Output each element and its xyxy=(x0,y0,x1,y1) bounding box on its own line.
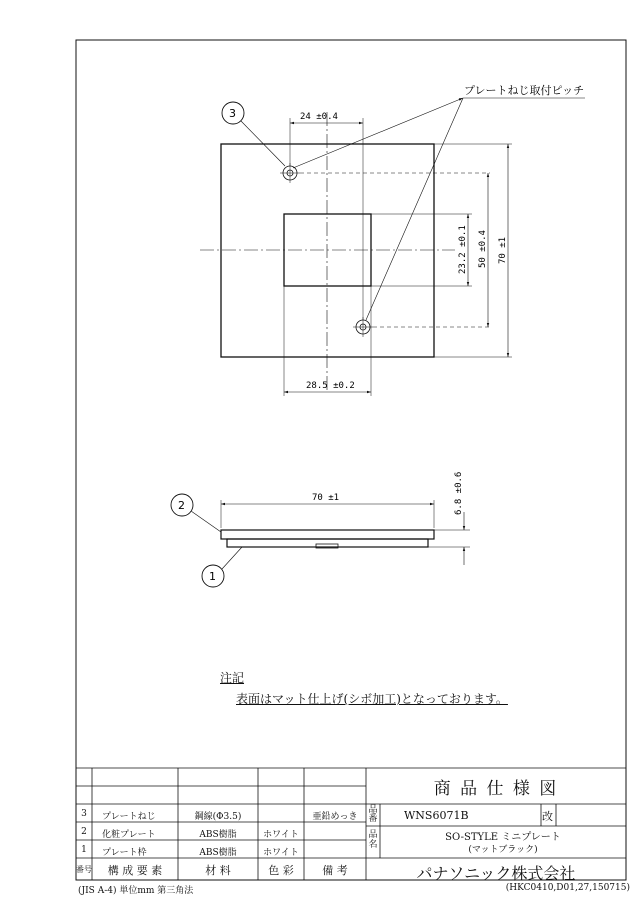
dim-screw-pitch-v-text: 50 ±0.4 xyxy=(478,230,488,268)
parts-row-3-name: プレートねじ xyxy=(102,812,156,822)
product-name-line2: (マットブラック) xyxy=(468,845,538,855)
parts-row-1-name: プレート枠 xyxy=(102,848,147,858)
parts-row-1-material: ABS樹脂 xyxy=(199,848,237,858)
footer-doc-code: (HKC0410,D01,27,150715) xyxy=(505,883,630,893)
dim-thickness-text: 6.8 ±0.6 xyxy=(454,471,464,515)
notes-body: 表面はマット仕上げ(シボ加工)となっております。 xyxy=(236,692,508,706)
parts-header-no: 番号 xyxy=(76,865,92,874)
parts-row-2-name: 化粧プレート xyxy=(102,830,156,840)
parts-row-2-material: ABS樹脂 xyxy=(199,830,237,840)
parts-row-2-color: ホワイト xyxy=(263,830,299,840)
parts-header-name: 構 成 要 素 xyxy=(107,864,163,877)
callout-pitch-label: プレートねじ取付ピッチ xyxy=(464,84,585,97)
dim-screw-pitch-h-text: 24 ±0.4 xyxy=(300,112,338,122)
part-no-label: 品番 xyxy=(368,805,378,824)
balloon-2-label: 2 xyxy=(178,499,185,512)
footer-standard: (JIS A-4) 単位mm 第三角法 xyxy=(78,886,194,896)
parts-row-1-no: 1 xyxy=(81,845,87,855)
dim-opening-w-text: 28.5 ±0.2 xyxy=(306,381,355,391)
company-name: パナソニック株式会社 xyxy=(416,864,576,883)
drawing-title: 商 品 仕 様 図 xyxy=(433,779,559,799)
notes-title: 注記 xyxy=(220,671,245,685)
parts-row-2-no: 2 xyxy=(81,827,87,837)
parts-row-3-remarks: 亜鉛めっき xyxy=(312,812,358,822)
parts-row-3-no: 3 xyxy=(81,809,87,819)
dim-side-w-text: 70 ±1 xyxy=(312,493,340,503)
balloon-3-label: 3 xyxy=(229,107,236,120)
parts-header-remarks: 備 考 xyxy=(322,864,348,877)
dim-opening-h-text: 23.2 ±0.1 xyxy=(458,225,468,274)
rev-label: 改 xyxy=(542,810,553,823)
name-label: 品名 xyxy=(368,830,378,850)
product-name-line1: SO-STYLE ミニプレート xyxy=(445,832,561,843)
parts-row-3-material: 鋼線(Φ3.5) xyxy=(194,812,242,822)
balloon-1-label: 1 xyxy=(209,570,216,583)
parts-header-material: 材 料 xyxy=(205,864,231,877)
part-no: WNS6071B xyxy=(404,809,469,822)
parts-row-1-color: ホワイト xyxy=(263,848,299,858)
dim-plate-h-text: 70 ±1 xyxy=(498,236,508,264)
parts-header-color: 色 彩 xyxy=(268,864,294,877)
